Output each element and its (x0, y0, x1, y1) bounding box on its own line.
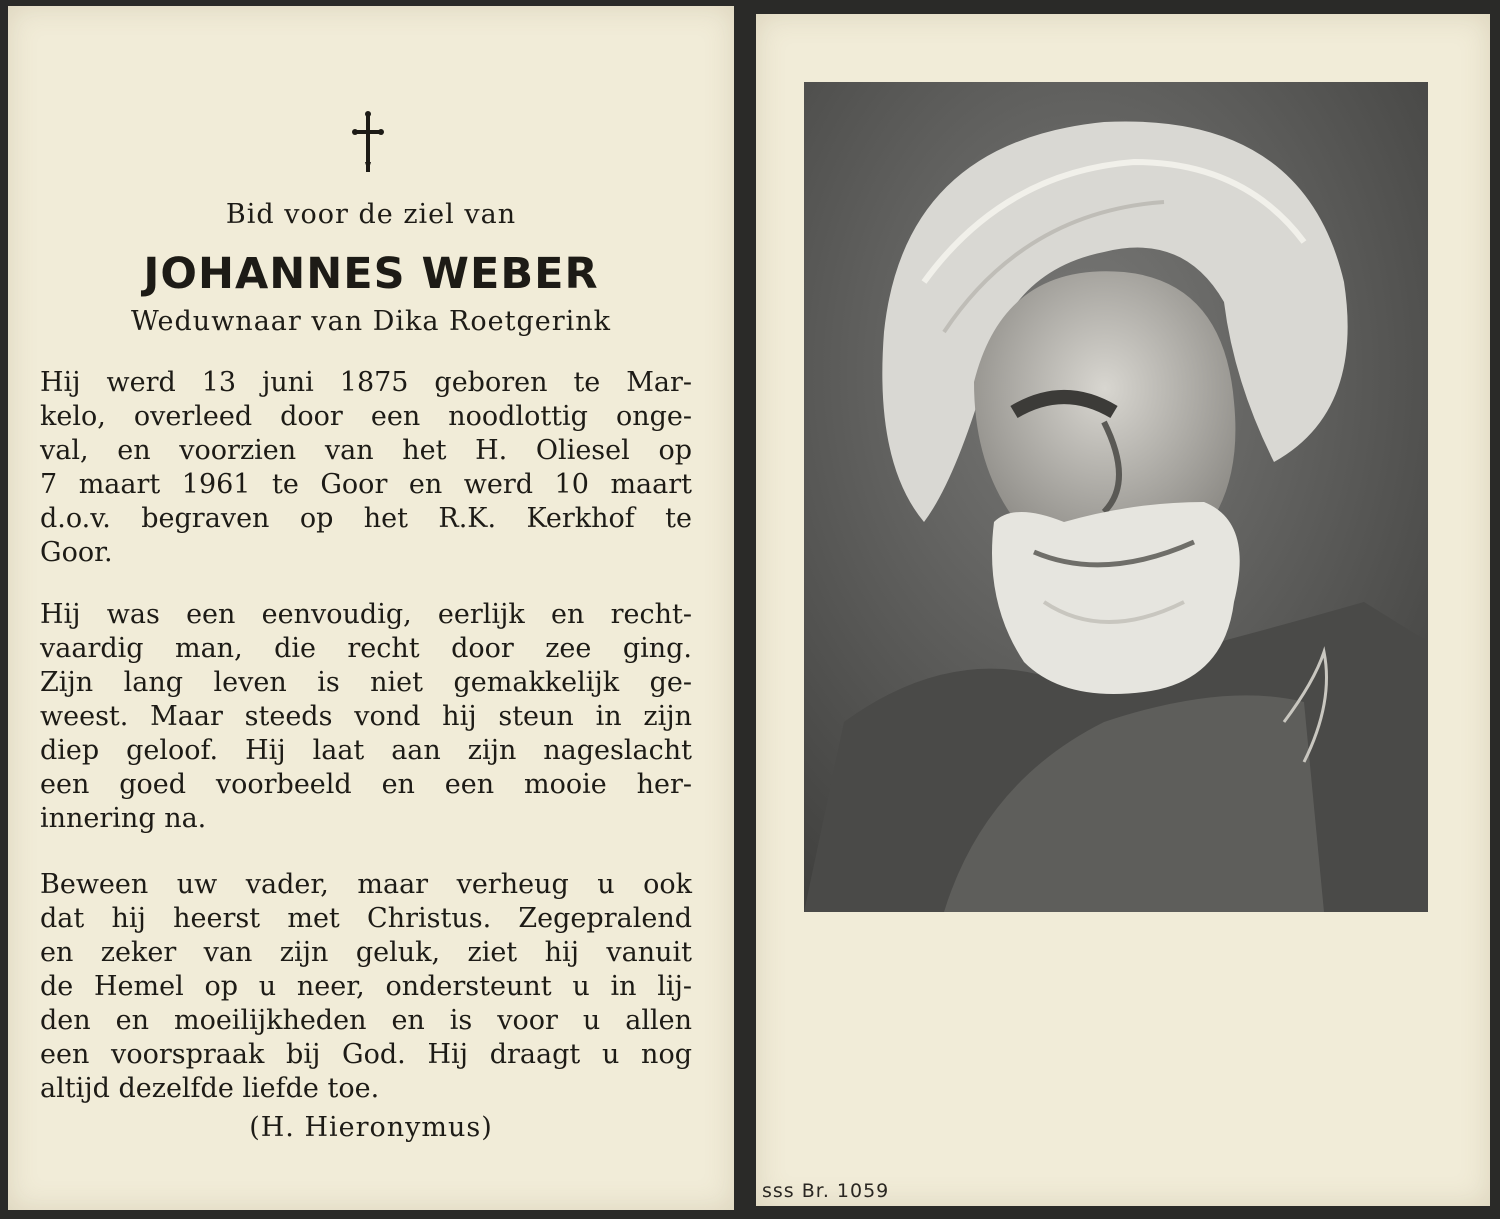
text-line: dat hij heerst met Christus. Zegepralend (40, 903, 692, 934)
portrait-illustration (804, 82, 1428, 912)
saint-portrait-image (804, 82, 1428, 912)
text-line: Hij was een eenvoudig, eerlijk en recht- (40, 599, 692, 630)
text-line: 7 maart 1961 te Goor en werd 10 maart (40, 469, 692, 500)
text-line: d.o.v. begraven op het R.K. Kerkhof te (40, 503, 692, 534)
text-line: een goed voorbeeld en een mooie her- (40, 769, 692, 800)
spouse-line: Weduwnaar van Dika Roetgerink (131, 306, 611, 337)
cross-icon (351, 110, 385, 174)
biography-paragraph (40, 366, 692, 570)
text-line: Goor. (40, 537, 113, 568)
character-paragraph (40, 598, 692, 836)
text-line: Zijn lang leven is niet gemakkelijk ge- (40, 667, 692, 698)
text-line: den en moeilijkheden en is voor u allen (40, 1005, 692, 1036)
print-code: sss Br. 1059 (762, 1180, 890, 1202)
text-line: Hij werd 13 juni 1875 geboren te Mar- (40, 367, 692, 398)
text-line: vaardig man, die recht door zee ging. (40, 633, 692, 664)
memorial-card-image-side (756, 14, 1490, 1206)
invocation-line: Bid voor de ziel van (225, 199, 517, 230)
text-line: een voorspraak bij God. Hij draagt u nog (40, 1039, 692, 1070)
consolation-paragraph (40, 868, 692, 1106)
text-line: Beween uw vader, maar verheug u ook (40, 869, 692, 900)
text-line: diep geloof. Hij laat aan zijn nageslacht (40, 735, 692, 766)
text-line: altijd dezelfde liefde toe. (40, 1073, 380, 1104)
quote-attribution: (H. Hieronymus) (249, 1112, 493, 1143)
text-line: weest. Maar steeds vond hij steun in zijn (40, 701, 692, 732)
text-line: val, en voorzien van het H. Oliesel op (40, 435, 692, 466)
memorial-card-text-side (8, 6, 734, 1210)
text-line: kelo, overleed door een noodlottig onge- (40, 401, 692, 432)
text-line: de Hemel op u neer, ondersteunt u in lij- (40, 971, 692, 1002)
deceased-name: JOHANNES WEBER (143, 249, 599, 299)
text-line: innering na. (40, 803, 207, 834)
text-line: en zeker van zijn geluk, ziet hij vanuit (40, 937, 692, 968)
